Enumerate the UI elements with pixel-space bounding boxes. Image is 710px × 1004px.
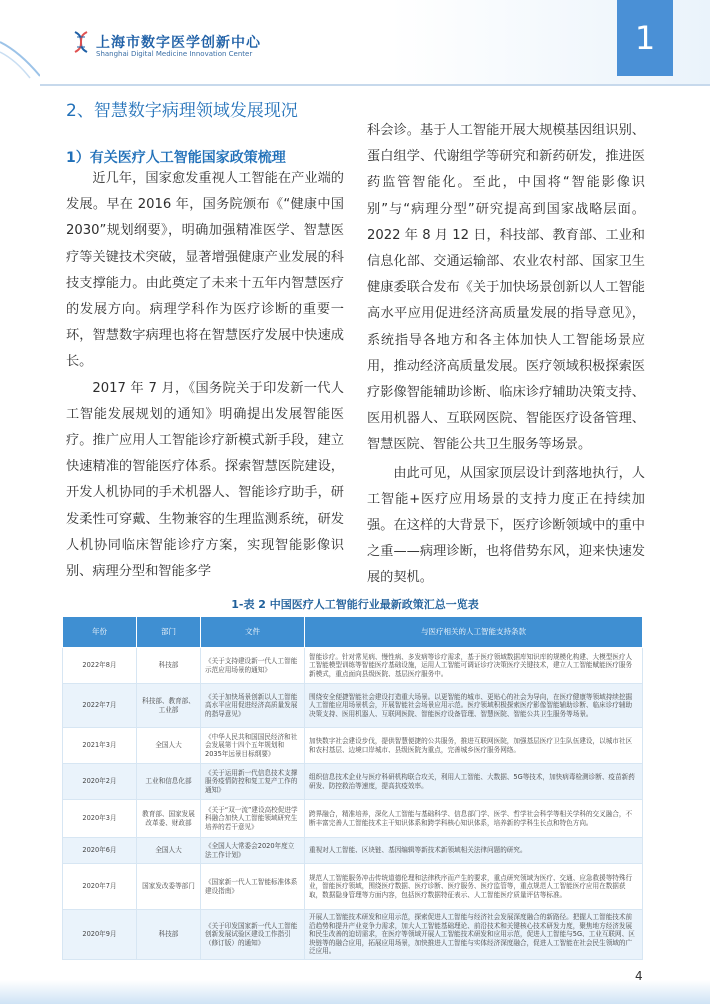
cell-dept: 科技部 bbox=[137, 648, 201, 684]
right-column bbox=[367, 118, 645, 592]
cell-terms: 重视对人工智能、区块链、基因编辑等新技术新领域相关法律问题的研究。 bbox=[305, 838, 643, 864]
cell-terms: 开展人工智能技术研发和应用示范，探索促进人工智能与经济社会发展深度融合的新路径。把握人工智能技术前沿趋势和提升产业竞争力需求，加大人工智能基础理论、前沿技术和关键核心技术研发力度，聚焦地方经济发展和民生改善的迫切需求，在医疗等领域开展人工智能技术研发和应用示范，促进人工智能与5G、工业互联网、区块链等的融合应用，拓展应用场景，加快推进人工智能与实体经济深度融合，促进人工智能在社会民生领域的广泛应用。 bbox=[305, 910, 643, 960]
cell-doc: 《中华人民共和国国民经济和社会发展第十四个五年规划和2035年远景目标纲要》 bbox=[201, 728, 305, 764]
cell-doc: 《关于印发国家新一代人工智能创新发展试验区建设工作指引（修订版）的通知》 bbox=[201, 910, 305, 960]
cell-dept: 教育部、国家发展改革委、财政部 bbox=[137, 800, 201, 838]
cell-year: 2022年8月 bbox=[63, 648, 137, 684]
cell-terms: 组织信息技术企业与医疗科研机构联合攻关，利用人工智能、大数据、5G等技术，加快病毒检测诊断、疫苗新药研发、防控救治等速度，提高抗疫效率。 bbox=[305, 764, 643, 800]
cell-doc: 《关于“双一流”建设高校促进学科融合加快人工智能领域研究生培养的若干意见》 bbox=[201, 800, 305, 838]
cell-dept: 工业和信息化部 bbox=[137, 764, 201, 800]
paragraph: 由此可见，从国家顶层设计到落地执行，人工智能+医疗应用场景的支持力度正在持续加强。在这样的大背景下，医疗诊断领域中的重中之重——病理诊断，也将借势东风，迎来快速发展的契机。 bbox=[367, 465, 645, 586]
table-row bbox=[63, 648, 643, 684]
table-row bbox=[63, 910, 643, 960]
cell-doc: 《关于运用新一代信息技术支撑服务疫情防控和复工复产工作的通知》 bbox=[201, 764, 305, 800]
table-row bbox=[63, 800, 643, 838]
chapter-number-badge: 1 bbox=[617, 0, 673, 76]
cell-terms: 规范人工智能服务冲击传统道德伦理和法律秩序而产生的要求，重点研究领域为医疗、交通、应急救援等特殊行业，智能医疗领域，围绕医疗数据、医疗诊断、医疗服务、医疗监管等，重点规范人工智能医疗应用在数据获取，数据隐身管理等方面内容，包括医疗数据特征表示、人工智能医疗质量评估等标准。 bbox=[305, 864, 643, 910]
cell-doc: 《全国人大常委会2020年度立法工作计划》 bbox=[201, 838, 305, 864]
table-row bbox=[63, 764, 643, 800]
cell-year: 2022年7月 bbox=[63, 684, 137, 728]
cell-year: 2020年3月 bbox=[63, 800, 137, 838]
cell-terms: 围绕安全便捷智能社会建设打造重大场景。以更智能的城市、更贴心的社会为导向，在医疗健康等领域持续挖掘人工智能应用场景机会，开展智能社会场景应用示范。医疗领域积极探索医疗影像智能辅助诊断、临床诊疗辅助决策支持、医用机器人、互联网医院、智能医疗设备管理、智慧医院、智能公共卫生服务等场景。 bbox=[305, 684, 643, 728]
cell-year: 2020年2月 bbox=[63, 764, 137, 800]
cell-dept: 全国人大 bbox=[137, 838, 201, 864]
table-row bbox=[63, 684, 643, 728]
cell-year: 2020年9月 bbox=[63, 910, 137, 960]
cell-terms: 智能诊疗。针对常见病、慢性病、多发病等诊疗需求，基于医疗领域数据库知识库的规模化构建、大模型医疗人工智能模型训练等智能医疗基础设施，运用人工智能可调证诊疗决策医疗关键技术，建立人工智能赋能医疗服务新模式，重点面向县级医院、基层医疗服务中。 bbox=[305, 648, 643, 684]
decorative-swoosh bbox=[0, 30, 40, 80]
footer-band bbox=[0, 980, 710, 1004]
cell-dept: 科技部 bbox=[137, 910, 201, 960]
table-row bbox=[63, 728, 643, 764]
cell-dept: 全国人大 bbox=[137, 728, 201, 764]
column-header-year: 年份 bbox=[63, 617, 137, 648]
column-header-terms: 与医疗相关的人工智能支持条款 bbox=[305, 617, 643, 648]
paragraph: 近几年，国家愈发重视人工智能在产业端的发展。早在 2016 年，国务院颁布《“健康中国 2030”规划纲要》，明确加强精准医学、智慧医疗等关键技术突破，显著增强健康产业发展的科技支撑能力。由此奠定了未来十五年内智慧医疗的发展方向。病理学科作为医疗诊断的重要一环，智慧数字病理也将在智慧医疗发展中快速成长。 bbox=[66, 171, 344, 370]
table-row bbox=[63, 838, 643, 864]
subsection-title: 1）有关医疗人工智能国家政策梳理 bbox=[66, 150, 286, 166]
cell-year: 2020年6月 bbox=[63, 838, 137, 864]
header-rule bbox=[40, 84, 710, 86]
table-header-row bbox=[63, 617, 643, 648]
org-name: 上海市数字医学创新中心 bbox=[96, 35, 261, 51]
column-header-dept: 部门 bbox=[137, 617, 201, 648]
dna-logo-icon bbox=[70, 30, 92, 54]
table-row bbox=[63, 864, 643, 910]
section-title: 2、智慧数字病理领域发展现况 bbox=[66, 101, 298, 121]
page-number: 4 bbox=[635, 969, 643, 983]
column-header-doc: 文件 bbox=[201, 617, 305, 648]
cell-terms: 加快数字社会建设步伐，提供智慧便捷的公共服务，推进互联网医院，加强基层医疗卫生队伍建设，以城市社区和农村基层、边境口岸城市、县级医院为重点，完善城乡医疗服务网络。 bbox=[305, 728, 643, 764]
cell-dept: 科技部、教育部、工业部 bbox=[137, 684, 201, 728]
cell-doc: 《国家新一代人工智能标准体系建设指南》 bbox=[201, 864, 305, 910]
org-name-en: Shanghai Digital Medicine Innovation Center bbox=[96, 50, 253, 58]
policy-table bbox=[62, 616, 643, 960]
paragraph: 2017 年 7 月，《国务院关于印发新一代人工智能发展规划的通知》明确提出发展智能医疗。推广应用人工智能诊疗新模式新手段，建立快速精准的智能医疗体系。探索智慧医院建设，开发人机协同的手术机器人、智能诊疗助手，研发柔性可穿戴、生物兼容的生理监测系统，研发人机协同临床智能诊疗方案，实现智能影像识别、病理分型和智能多学 bbox=[66, 380, 344, 580]
cell-doc: 《关于加快场景创新以人工智能高水平应用促进经济高质量发展的指导意见》 bbox=[201, 684, 305, 728]
cell-doc: 《关于支持建设新一代人工智能示范应用场景的通知》 bbox=[201, 648, 305, 684]
cell-terms: 跨界融合，精准培养，深化人工智能与基础科学、信息部门学、医学、哲学社会科学等相关学科的交叉融合，不断丰富完善人工智能技术主干知识体系和跨学科核心知识体系，培养新的学科生长点和特色方向。 bbox=[305, 800, 643, 838]
paragraph: 科会诊。基于人工智能开展大规模基因组识别、蛋白组学、代谢组学等研究和新药研发，推进医药监管智能化。至此，中国将“智能影像识别”与“病理分型”研究提高到国家战略层面。2022 年 8 月 12 日，科技部、教育部、工业和信息化部、交通运输部、农业农村部、国家卫生健康委联合发布《关于加快场景创新以人工智能高水平应用促进经济高质量发展的指导意见》，系统指导各地方和各主体加快人工智能场景应用，推动经济高质量发展。医疗领域积极探索医疗影像智能辅助诊断、临床诊疗辅助决策支持、医用机器人、互联网医院、智能医疗设备管理、智慧医院、智能公共卫生服务等场景。 bbox=[367, 123, 645, 453]
cell-year: 2021年3月 bbox=[63, 728, 137, 764]
cell-dept: 国家发改委等部门 bbox=[137, 864, 201, 910]
left-column bbox=[66, 166, 344, 585]
table-title: 1-表 2 中国医疗人工智能行业最新政策汇总一览表 bbox=[231, 598, 479, 611]
cell-year: 2020年7月 bbox=[63, 864, 137, 910]
